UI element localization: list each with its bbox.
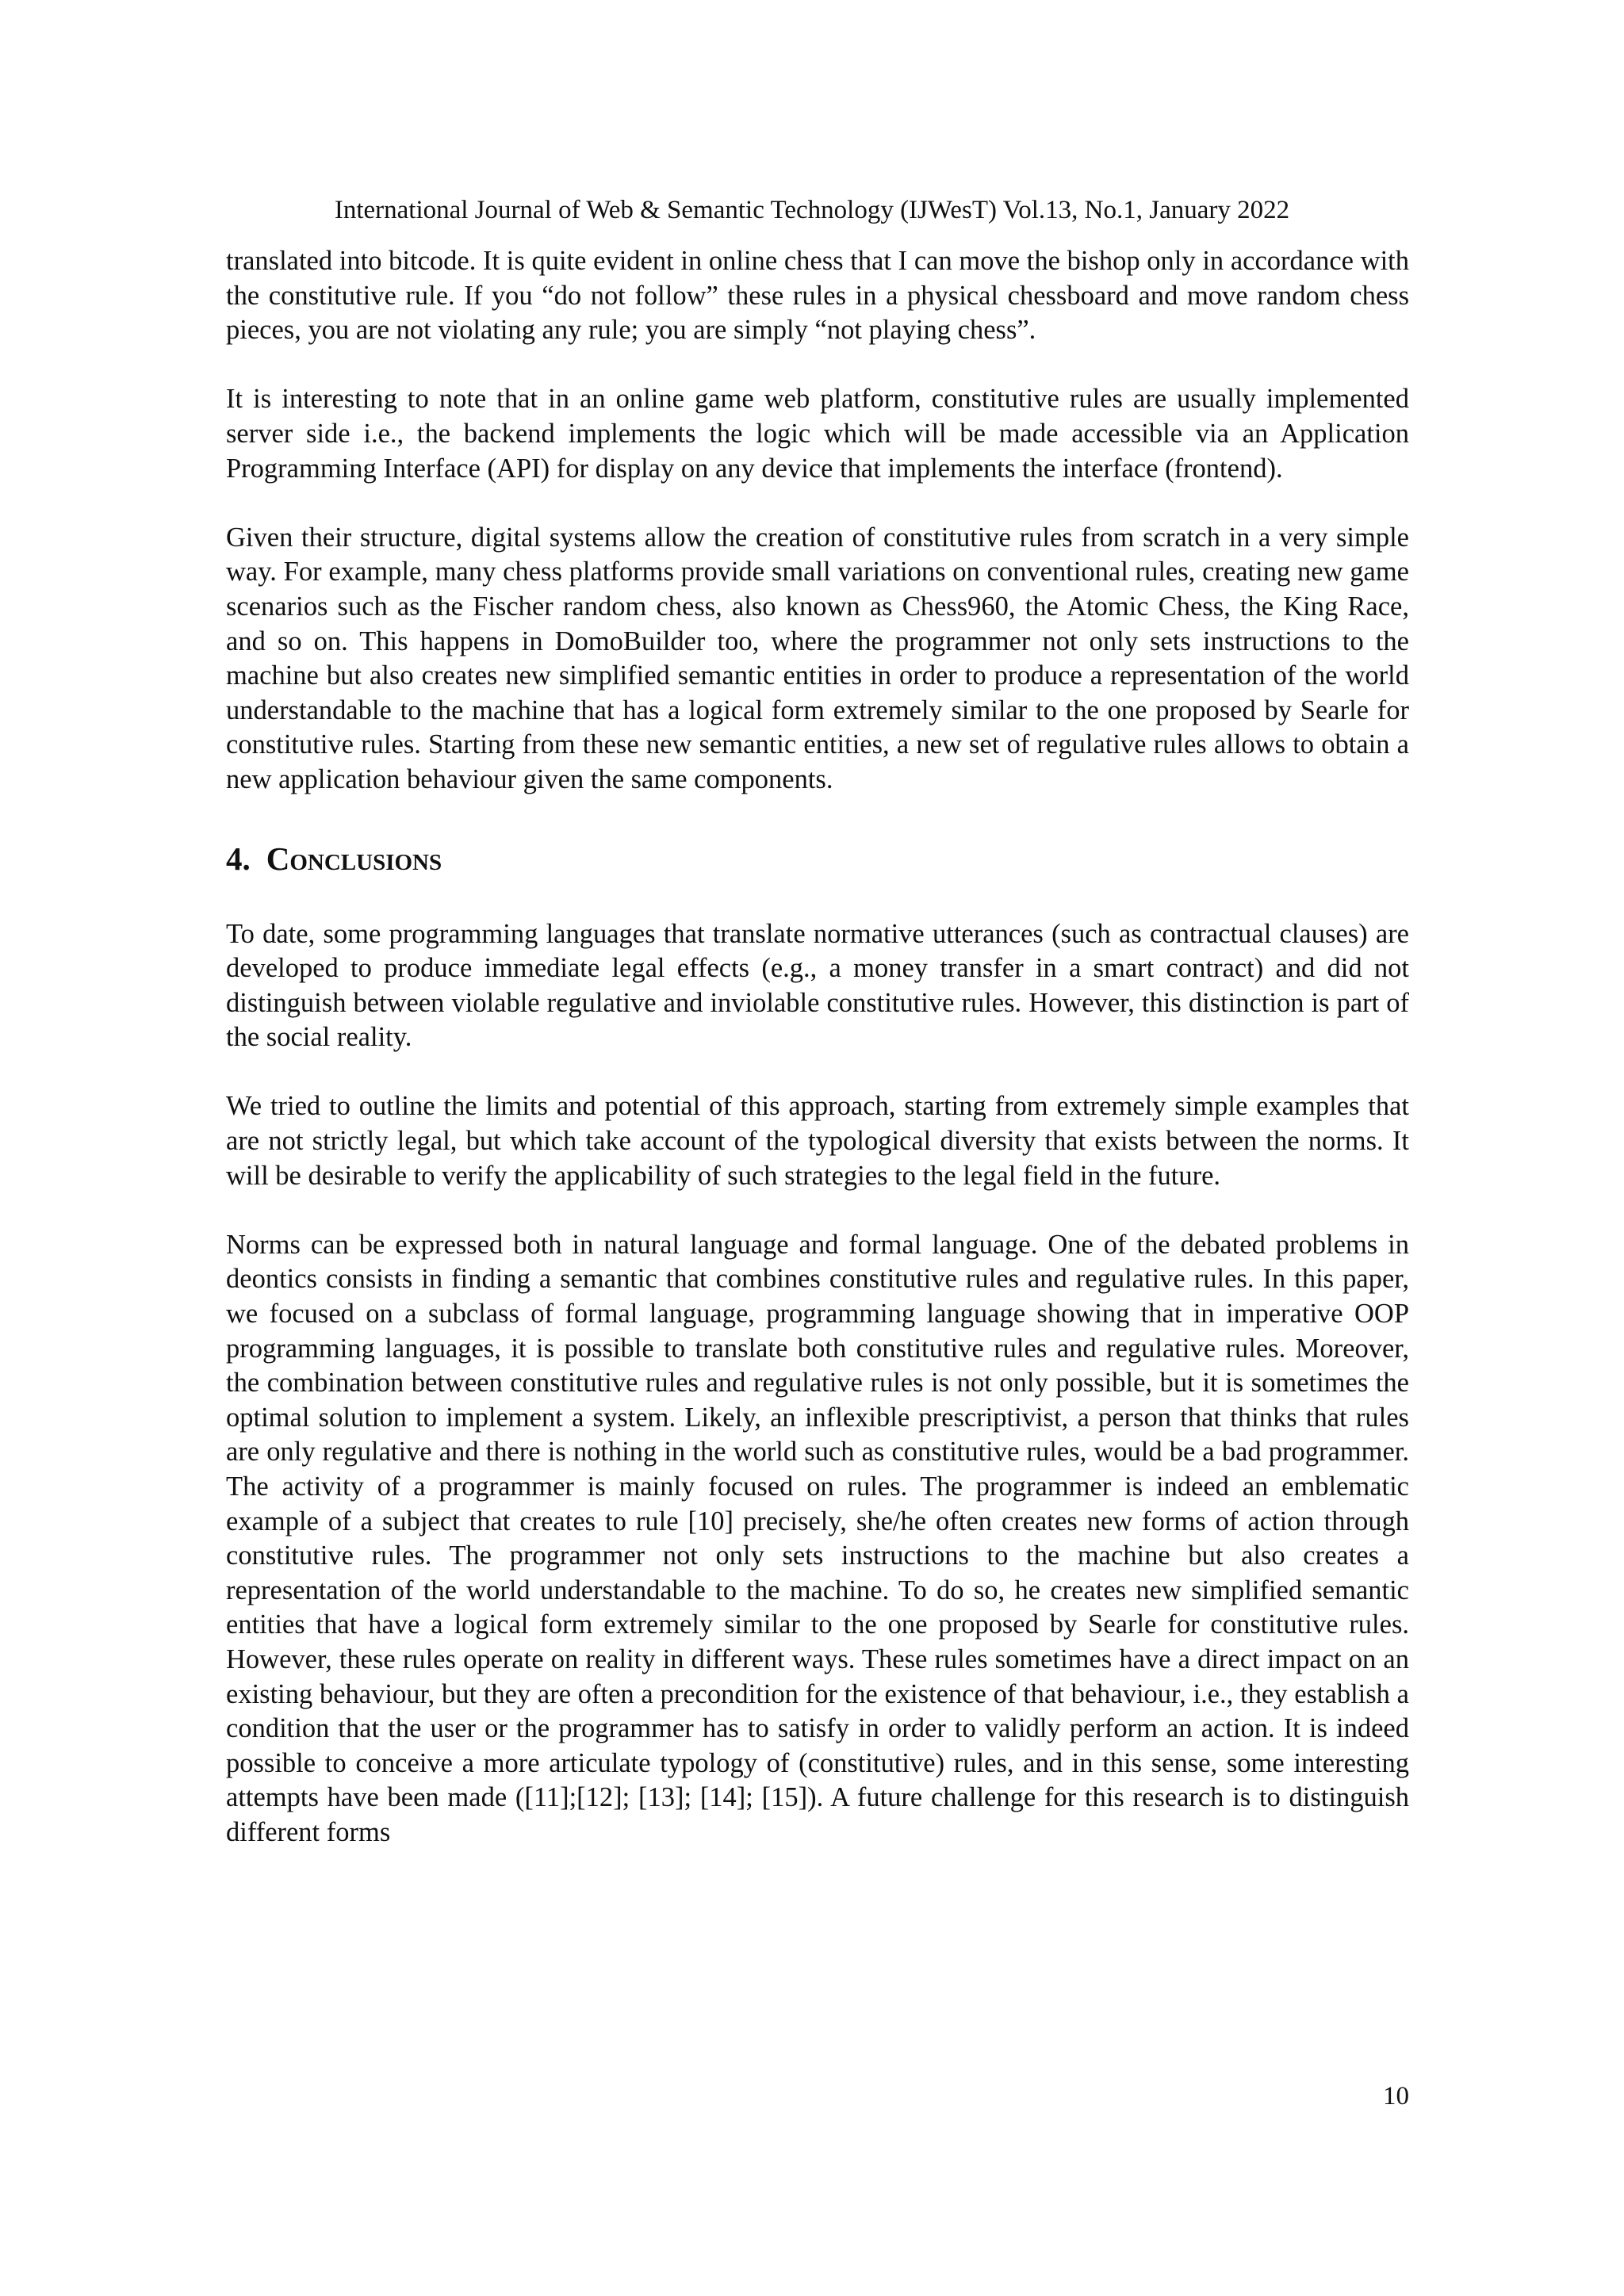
paragraph: Norms can be expressed both in natural language and formal language. One of the debated problems in deontics consists in finding a semantic that combines constitutive rules and regulative rules. In this paper, we focused on a subclass of formal language, programming language showing that in imperative OOP programming languages, it is possible to translate both constitutive rules and regulative rules. Moreover, the combination between constitutive rules and regulative rules is not only possible, but it is sometimes the optimal solution to implement a system. Likely, an inflexible prescriptivist, a person that thinks that rules are only regulative and there is nothing in the world such as constitutive rules, would be a bad programmer. The activity of a programmer is mainly focused on rules. The programmer is indeed an emblematic example of a subject that creates to rule [10] precisely, she/he often creates new forms of action through constitutive rules. The programmer not only sets instructions to the machine but also creates a representation of the world understandable to the machine. To do so, he creates new simplified semantic entities that have a logical form extremely similar to the one proposed by Searle for constitutive rules. However, these rules operate on reality in different ways. These rules sometimes have a direct impact on an existing behaviour, but they are often a precondition for the existence of that behaviour, i.e., they establish a condition that the user or the programmer has to satisfy in order to validly perform an action. It is indeed possible to conceive a more articulate typology of (constitutive) rules, and in this sense, some interesting attempts have been made ([11];[12]; [13]; [14]; [15]). A future challenge for this research is to distinguish different forms xyxy=(226,1229,1409,1847)
paragraph: Given their structure, digital systems allow the creation of constitutive rules from scratch in a very simple way. For example, many chess platforms provide small variations on conventional rules, creating new game scenarios such as the Fischer random chess, also known as Chess960, the Atomic Chess, the King Race, and so on. This happens in DomoBuilder too, where the programmer not only sets instructions to the machine but also creates new simplified semantic entities in order to produce a representation of the world understandable to the machine that has a logical form extremely similar to the one proposed by Searle for constitutive rules. Starting from these new semantic entities, a new set of regulative rules allows to obtain a new application behaviour given the same components. xyxy=(226,522,1409,794)
paragraph: To date, some programming languages that translate normative utterances (such as contractual clauses) are developed to produce immediate legal effects (e.g., a money transfer in a smart contract) and did not distinguish between violable regulative and inviolable constitutive rules. However, this distinction is part of the social reality. xyxy=(226,918,1409,1053)
section-number: 4. xyxy=(226,840,251,877)
paragraph: translated into bitcode. It is quite evident in online chess that I can move the bishop only in accordance with the constitutive rule. If you “do not follow” these rules in a physical chessboard and move random chess pieces, you are not violating any rule; you are simply “not playing chess”. xyxy=(226,246,1409,346)
running-header: International Journal of Web & Semantic Technology (IJWesT) Vol.13, No.1, January 2022 xyxy=(334,196,1290,224)
paragraph: We tried to outline the limits and potential of this approach, starting from extremely simple examples that are not strictly legal, but which take account of the typological diversity that exists between the norms. It will be desirable to verify the applicability of such strategies to the legal field in the future. xyxy=(226,1091,1409,1191)
page-number: 10 xyxy=(1383,2082,1409,2110)
paragraph: It is interesting to note that in an online game web platform, constitutive rules are usually implemented server side i.e., the backend implements the logic which will be made accessible via an Application Programming Interface (API) for display on any device that implements the interface (frontend). xyxy=(226,384,1409,484)
page-body xyxy=(226,244,1409,1850)
section-heading xyxy=(226,839,1409,878)
section-title: Conclusions xyxy=(266,840,442,877)
